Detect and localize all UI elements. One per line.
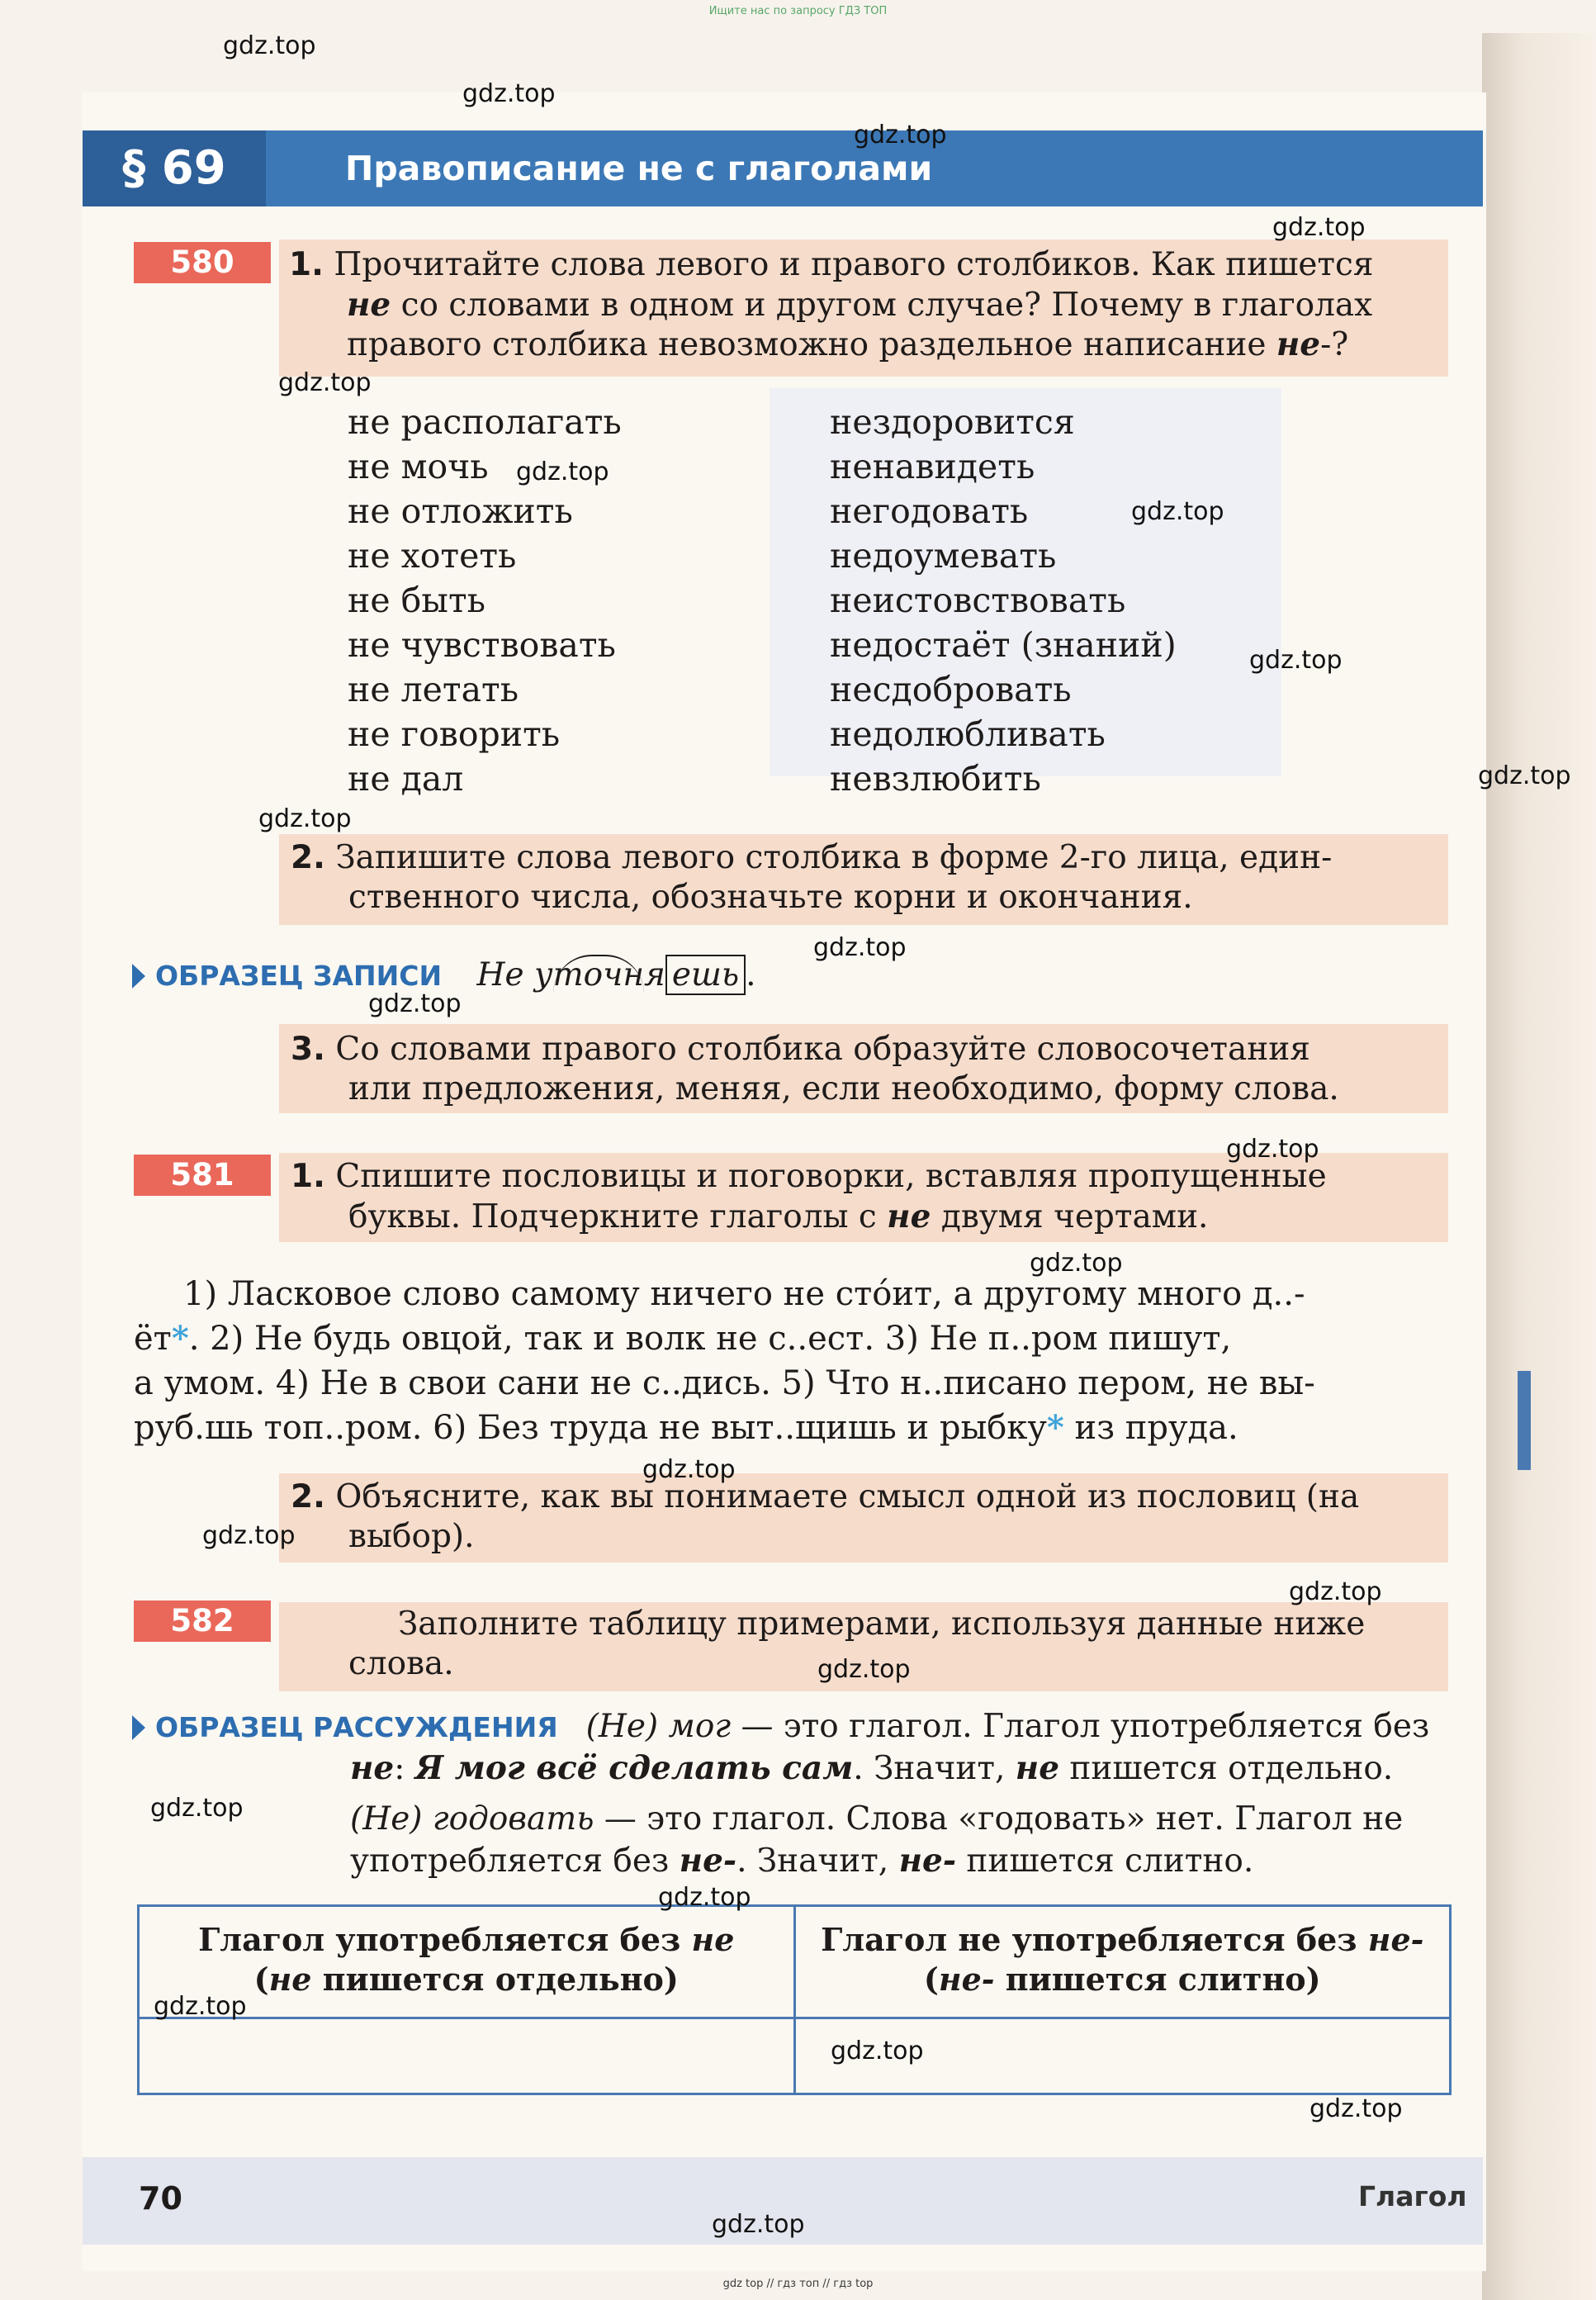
word-item: не отложить xyxy=(348,491,573,531)
reasoning-text: — это глагол. Глагол употребляется без xyxy=(731,1708,1430,1745)
page-edge xyxy=(1482,33,1596,2300)
watermark: gdz.top xyxy=(202,1521,296,1550)
ex580-task3-text1: Со словами правого столбика образуйте словосочетания xyxy=(335,1031,1310,1068)
word-item: не мочь xyxy=(348,447,489,486)
ex580-task3-num: 3. xyxy=(291,1031,325,1068)
sample-label: ОБРАЗЕЦ ЗАПИСИ xyxy=(132,960,442,992)
footnote-star: * xyxy=(171,1319,189,1358)
ex580-task2-num: 2. xyxy=(291,839,325,876)
word-item: негодовать xyxy=(830,491,1029,531)
watermark: gdz.top xyxy=(1030,1249,1123,1278)
ex580-task3-line2: или предложения, меняя, если необходимо, форму слова. xyxy=(348,1070,1339,1107)
triangle-bullet-icon xyxy=(132,964,145,989)
ex580-task1-text1: Прочитайте слова левого и правого столбиков. Как пишется xyxy=(334,246,1374,283)
ex582-line1: Заполните таблицу примерами, используя данные ниже xyxy=(398,1605,1366,1643)
watermark: gdz.top xyxy=(658,1883,751,1912)
word-item: не располагать xyxy=(348,402,622,442)
ex580-task1-line2 xyxy=(347,284,1372,326)
ex580-task1-text3-end: -? xyxy=(1320,326,1349,363)
ex580-task1-num: 1. xyxy=(289,246,324,283)
watermark: gdz.top xyxy=(854,121,947,149)
word-item: не быть xyxy=(348,581,485,620)
sample-root: точн xyxy=(552,956,645,994)
sample-dot: . xyxy=(746,956,756,994)
watermark: gdz.top xyxy=(642,1455,736,1484)
word-item: не летать xyxy=(348,670,519,709)
word-item: неистовствовать xyxy=(830,581,1126,620)
ex580-task1-text3: правого столбика невозможно раздельное написание xyxy=(347,326,1276,363)
ex580-task1-line3 xyxy=(347,324,1348,366)
watermark: gdz.top xyxy=(278,368,372,397)
footnote-star: * xyxy=(1046,1408,1064,1447)
watermark: gdz.top xyxy=(817,1655,911,1684)
ex580-task1-text2: со словами в одном и другом случае? Почему в глаголах xyxy=(391,287,1373,324)
ex581-task1-text2-end: двумя чертами. xyxy=(931,1198,1209,1235)
watermark: gdz.top xyxy=(1249,646,1343,675)
word-item: недолюбливать xyxy=(830,714,1106,754)
watermark: gdz.top xyxy=(150,1794,244,1823)
reasoning-word: (Не) мог xyxy=(585,1708,732,1745)
ex582-reasoning-line2: не: Я мог всё сделать сам. Значит, не пишется отдельно. xyxy=(350,1749,1394,1787)
word-item: невзлюбить xyxy=(830,759,1041,799)
watermark: gdz.top xyxy=(516,458,609,486)
sample-label: ОБРАЗЕЦ РАССУЖДЕНИЯ xyxy=(132,1711,558,1743)
watermark: gdz.top xyxy=(1478,761,1571,790)
ne-italic: не xyxy=(347,286,391,324)
chapter-name: Глагол xyxy=(1358,2180,1467,2212)
ex580-task3-line1 xyxy=(291,1029,1310,1070)
sample-suffix: я xyxy=(644,956,665,994)
ex582-line2: слова. xyxy=(348,1645,454,1682)
table-row xyxy=(139,2018,1451,2094)
word-item: недостаёт (знаний) xyxy=(830,625,1177,665)
bottom-note: gdz top // гдз топ // гдз top xyxy=(722,2278,874,2290)
ex581-task1-text1: Спишите пословицы и поговорки, вставляя пропущенные xyxy=(335,1158,1327,1195)
sample-prefix: у xyxy=(534,956,553,994)
watermark: gdz.top xyxy=(1272,213,1366,242)
watermark: gdz.top xyxy=(368,989,462,1018)
ex581-task1-text2: буквы. Подчеркните глаголы с xyxy=(348,1198,888,1235)
proverb-line-2: ёт*. 2) Не будь овцой, так и волк не с..ест. 3) Не п..ром пишут, xyxy=(134,1319,1232,1358)
watermark: gdz.top xyxy=(1226,1135,1319,1164)
ex581-task1-num: 1. xyxy=(291,1158,325,1195)
ex580-task2-line2: ственного числа, обозначьте корни и окончания. xyxy=(348,879,1193,916)
triangle-bullet-icon xyxy=(132,1715,145,1740)
ex582-reasoning-line1 xyxy=(132,1706,1429,1748)
ex582-reasoning-line4: употребляется без не-. Значит, не- пишется слитно. xyxy=(350,1842,1254,1880)
ex581-task2-num: 2. xyxy=(291,1478,325,1515)
watermark: gdz.top xyxy=(712,2210,805,2239)
watermark: gdz.top xyxy=(462,79,556,108)
ex582-number: 582 xyxy=(134,1601,271,1642)
ex582-reasoning-line3: (Не) годовать — это глагол. Слова «годовать» нет. Глагол не xyxy=(350,1800,1404,1838)
ex580-number: 580 xyxy=(134,242,271,283)
watermark: gdz.top xyxy=(831,2037,924,2065)
word-item: несдобровать xyxy=(830,670,1072,709)
ex581-task2-text1: Объясните, как вы понимаете смысл одной из пословиц (на xyxy=(335,1478,1360,1515)
word-item: не дал xyxy=(348,759,464,799)
ex580-task2-text1: Запишите слова левого столбика в форме 2-го лица, един- xyxy=(335,839,1333,876)
watermark: gdz.top xyxy=(1309,2094,1403,2123)
ex580-task2-line1 xyxy=(291,837,1332,879)
watermark: gdz.top xyxy=(154,1992,247,2021)
table-header-row xyxy=(139,1906,1451,2018)
proverb-line-4: руб.шь топ..ром. 6) Без труда не выт..щишь и рыбку* из пруда. xyxy=(134,1408,1238,1447)
section-number: § 69 xyxy=(83,130,266,206)
right-word-column xyxy=(830,400,1177,801)
examples-table xyxy=(137,1904,1452,2095)
ne-italic: не xyxy=(1276,325,1321,363)
table-header-cell-1: Глагол употребляется без не (не пишется отдельно) xyxy=(139,1906,795,2018)
ne-italic: не xyxy=(887,1197,931,1235)
watermark: gdz.top xyxy=(1289,1577,1382,1606)
ex580-task1-line1 xyxy=(289,244,1373,286)
word-item: нездоровится xyxy=(830,402,1075,442)
word-item: не говорить xyxy=(348,714,561,754)
section-title: Правописание не с глаголами xyxy=(345,149,933,188)
sample-ne: Не xyxy=(476,956,534,994)
sample-ending: ешь xyxy=(665,955,746,995)
proverb-line-3: а умом. 4) Не в свои сани не с..дись. 5) Что н..писано пером, не вы- xyxy=(134,1364,1315,1402)
watermark: gdz.top xyxy=(223,31,316,60)
table-cell-empty[interactable] xyxy=(139,2018,795,2094)
watermark: gdz.top xyxy=(258,804,352,833)
ex581-task1-line1 xyxy=(291,1156,1327,1197)
watermark: gdz.top xyxy=(813,933,907,962)
top-note: Ищите нас по запросу ГДЗ ТОП xyxy=(708,5,888,17)
ex581-task1-line2 xyxy=(348,1196,1208,1238)
ex581-task2-line2: выбор). xyxy=(348,1518,475,1555)
table-header-cell-2: Глагол не употребляется без не- (не- пишется слитно) xyxy=(794,1906,1451,2018)
watermark: gdz.top xyxy=(1131,497,1224,526)
page-number: 70 xyxy=(139,2180,182,2217)
word-item: ненавидеть xyxy=(830,447,1035,486)
proverb-line-1: 1) Ласковое слово самому ничего не стóит, а другому много д..- xyxy=(183,1275,1305,1313)
word-item: недоумевать xyxy=(830,536,1057,576)
ex581-task2-line1 xyxy=(291,1477,1359,1518)
word-item: не чувствовать xyxy=(348,625,616,665)
page-tab-marker xyxy=(1518,1371,1531,1470)
ex581-number: 581 xyxy=(134,1155,271,1196)
word-item: не хотеть xyxy=(348,536,517,576)
